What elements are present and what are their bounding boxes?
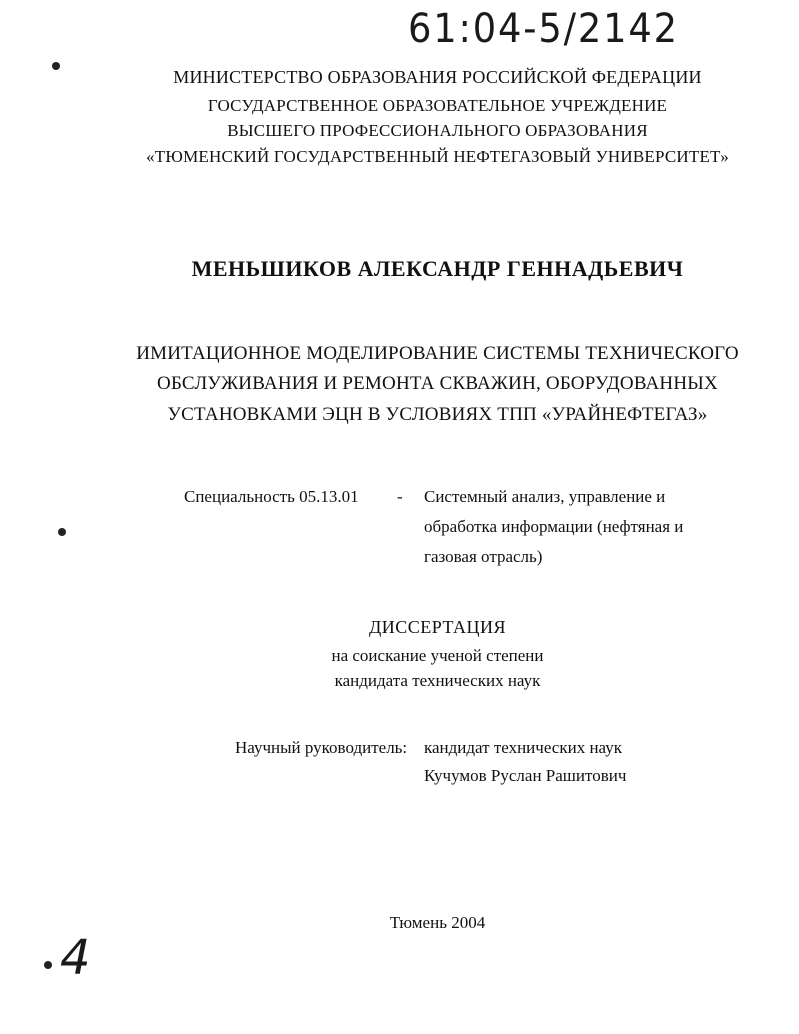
dissertation-title-line: УСТАНОВКАМИ ЭЦН В УСЛОВИЯХ ТПП «УРАЙНЕФТЕГАЗ»	[167, 404, 708, 425]
city-year: Тюмень 2004	[389, 913, 486, 932]
university-name: «ТЮМЕНСКИЙ ГОСУДАРСТВЕННЫЙ НЕФТЕГАЗОВЫЙ УНИВЕРСИТЕТ»	[146, 147, 729, 166]
margin-dot	[44, 961, 52, 969]
specialty-value-line: газовая отрасль)	[424, 547, 543, 566]
archive-code-handwritten: 61:04-5/2142	[408, 6, 679, 52]
supervisor-name: Кучумов Руслан Рашитович	[424, 766, 627, 785]
degree-name-line: кандидата технических наук	[334, 671, 541, 690]
supervisor-label: Научный руководитель:	[235, 738, 408, 757]
margin-dot	[58, 528, 66, 536]
handwritten-page-mark: 4	[60, 930, 93, 986]
dissertation-title-line: ИМИТАЦИОННОЕ МОДЕЛИРОВАНИЕ СИСТЕМЫ ТЕХНИЧЕСКОГО	[136, 343, 739, 364]
specialty-value-line: обработка информации (нефтяная и	[424, 517, 684, 536]
specialty-label: Специальность 05.13.01	[184, 487, 359, 506]
specialty-dash: -	[397, 487, 403, 506]
institution-line: ВЫСШЕГО ПРОФЕССИОНАЛЬНОГО ОБРАЗОВАНИЯ	[227, 121, 648, 140]
institution-line: ГОСУДАРСТВЕННОЕ ОБРАЗОВАТЕЛЬНОЕ УЧРЕЖДЕНИЕ	[207, 96, 668, 115]
dissertation-title-line: ОБСЛУЖИВАНИЯ И РЕМОНТА СКВАЖИН, ОБОРУДОВАННЫХ	[157, 373, 718, 394]
degree-purpose-line: на соискание ученой степени	[331, 646, 544, 665]
supervisor-degree: кандидат технических наук	[424, 738, 622, 757]
document-type-heading: ДИССЕРТАЦИЯ	[368, 617, 507, 637]
specialty-value-line: Системный анализ, управление и	[424, 487, 666, 506]
ministry-line: МИНИСТЕРСТВО ОБРАЗОВАНИЯ РОССИЙСКОЙ ФЕДЕРАЦИИ	[173, 67, 702, 87]
author-name: МЕНЬШИКОВ АЛЕКСАНДР ГЕННАДЬЕВИЧ	[191, 256, 684, 281]
